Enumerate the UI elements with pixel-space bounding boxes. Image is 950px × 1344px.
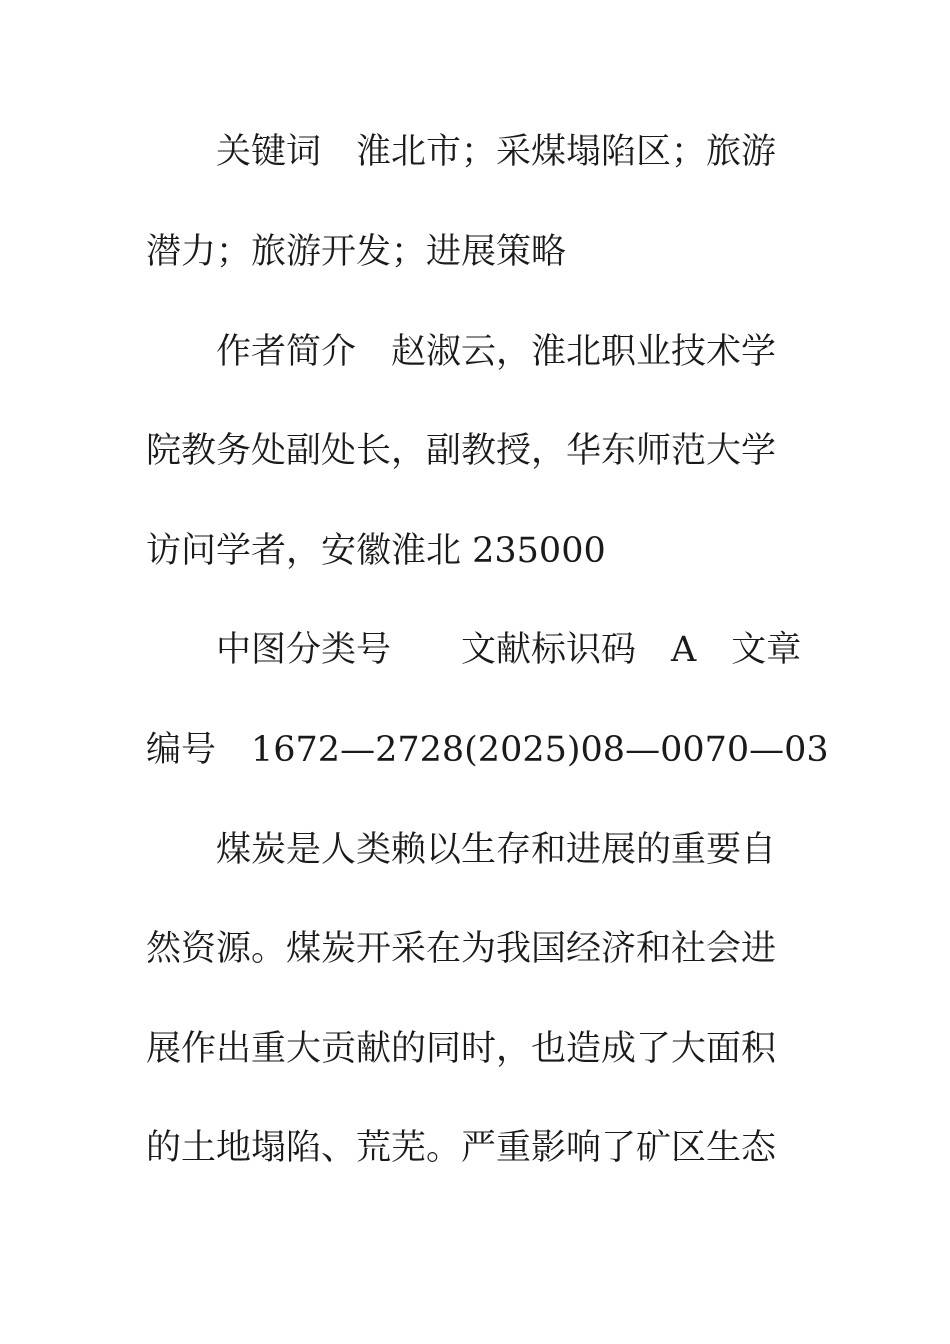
author-line-2: 院教务处副处长，副教授，华东师范大学 (146, 431, 777, 471)
body-line-3: 展作出重大贡献的同时，也造成了大面积 (146, 1029, 777, 1069)
keywords-line-1: 关键词 淮北市；采煤塌陷区；旅游 (216, 132, 777, 172)
classification-line-1: 中图分类号 文献标识码 A 文章 (216, 630, 802, 670)
body-line-1: 煤炭是人类赖以生存和进展的重要自 (216, 830, 777, 870)
classification-line-2: 编号 1672—2728(2025)08—0070—03 (146, 730, 829, 770)
body-line-2: 然资源。煤炭开采在为我国经济和社会进 (146, 929, 777, 969)
author-line-1: 作者简介 赵淑云，淮北职业技术学 (216, 332, 777, 372)
body-line-4: 的土地塌陷、荒芜。严重影响了矿区生态 (146, 1128, 777, 1168)
keywords-line-2: 潜力；旅游开发；进展策略 (146, 232, 567, 272)
author-line-3: 访问学者，安徽淮北 235000 (146, 531, 606, 571)
